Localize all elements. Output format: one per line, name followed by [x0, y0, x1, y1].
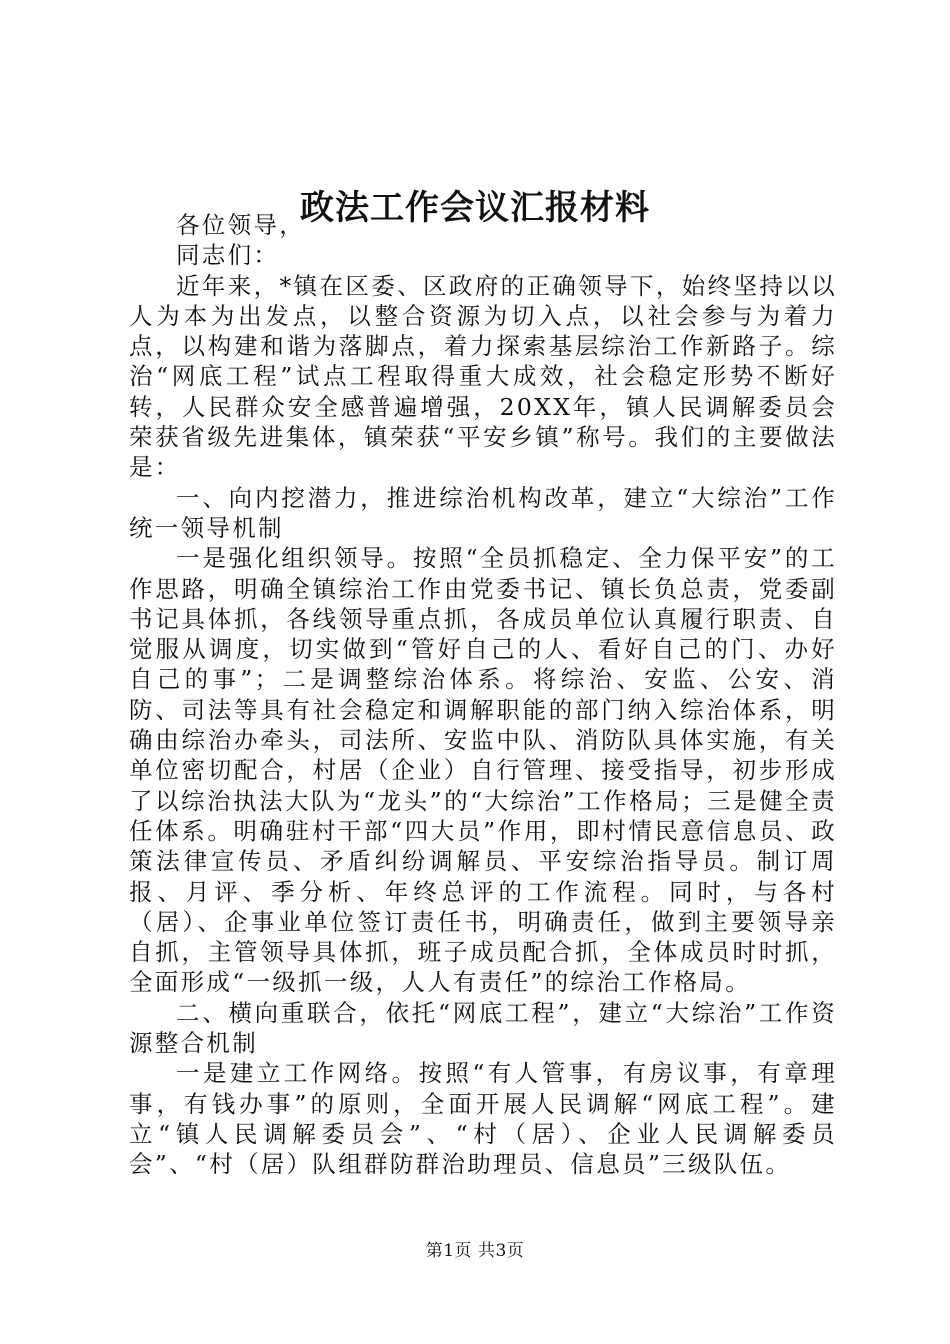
section-heading-2: 二、横向重联合，依托“网底工程”，建立“大综治”工作资源整合机制	[129, 998, 837, 1058]
document-title: 政法工作会议汇报材料	[300, 188, 650, 228]
page-number-footer: 第1页 共3页	[425, 1241, 525, 1261]
section-2-paragraph: 一是建立工作网络。按照“有人管事，有房议事，有章理事，有钱办事”的原则，全面开展人民调解“网底工程”。建立“镇人民调解委员会”、“村（居）、企业人民调解委员会”、“村（居）队组群防群治助理员、信息员”三级队伍。	[129, 1059, 837, 1179]
intro-paragraph: 近年来，*镇在区委、区政府的正确领导下，始终坚持以以人为本为出发点，以整合资源为切入点，以社会参与为着力点，以构建和谐为落脚点，着力探索基层综治工作新路子。综治“网底工程”试点工程取得重大成效，社会稳定形势不断好转，人民群众安全感普遍增强，20XX年，镇人民调解委员会荣获省级先进集体，镇荣获“平安乡镇”称号。我们的主要做法是：	[129, 271, 837, 482]
document-body	[129, 210, 837, 1180]
salutation-comrades: 同志们：	[176, 241, 280, 270]
section-heading-1: 一、向内挖潜力，推进综治机构改革，建立“大综治”工作统一领导机制	[129, 483, 837, 542]
salutation-leaders: 各位领导，	[176, 211, 305, 239]
section-1-paragraph: 一是强化组织领导。按照“全员抓稳定、全力保平安”的工作思路，明确全镇综治工作由党委书记、镇长负总责，党委副书记具体抓，各线领导重点抓，各成员单位认真履行职责、自觉服从调度，切实做到“管好自己的人、看好自己的门、办好自己的事”；二是调整综治体系。将综治、安监、公安、消防、司法等具有社会稳定和调解职能的部门纳入综治体系，明确由综治办牵头，司法所、安监中队、消防队具体实施，有关单位密切配合，村居（企业）自行管理、接受指导，初步形成了以综治执法大队为“龙头”的“大综治”工作格局；三是健全责任体系。明确驻村干部“四大员”作用，即村情民意信息员、政策法律宣传员、矛盾纠纷调解员、平安综治指导员。制订周报、月评、季分析、年终总评的工作流程。同时，与各村（居）、企事业单位签订责任书，明确责任，做到主要领导亲自抓，主管领导具体抓，班子成员配合抓，全体成员时时抓，全面形成“一级抓一级，人人有责任”的综治工作格局。	[129, 544, 837, 997]
